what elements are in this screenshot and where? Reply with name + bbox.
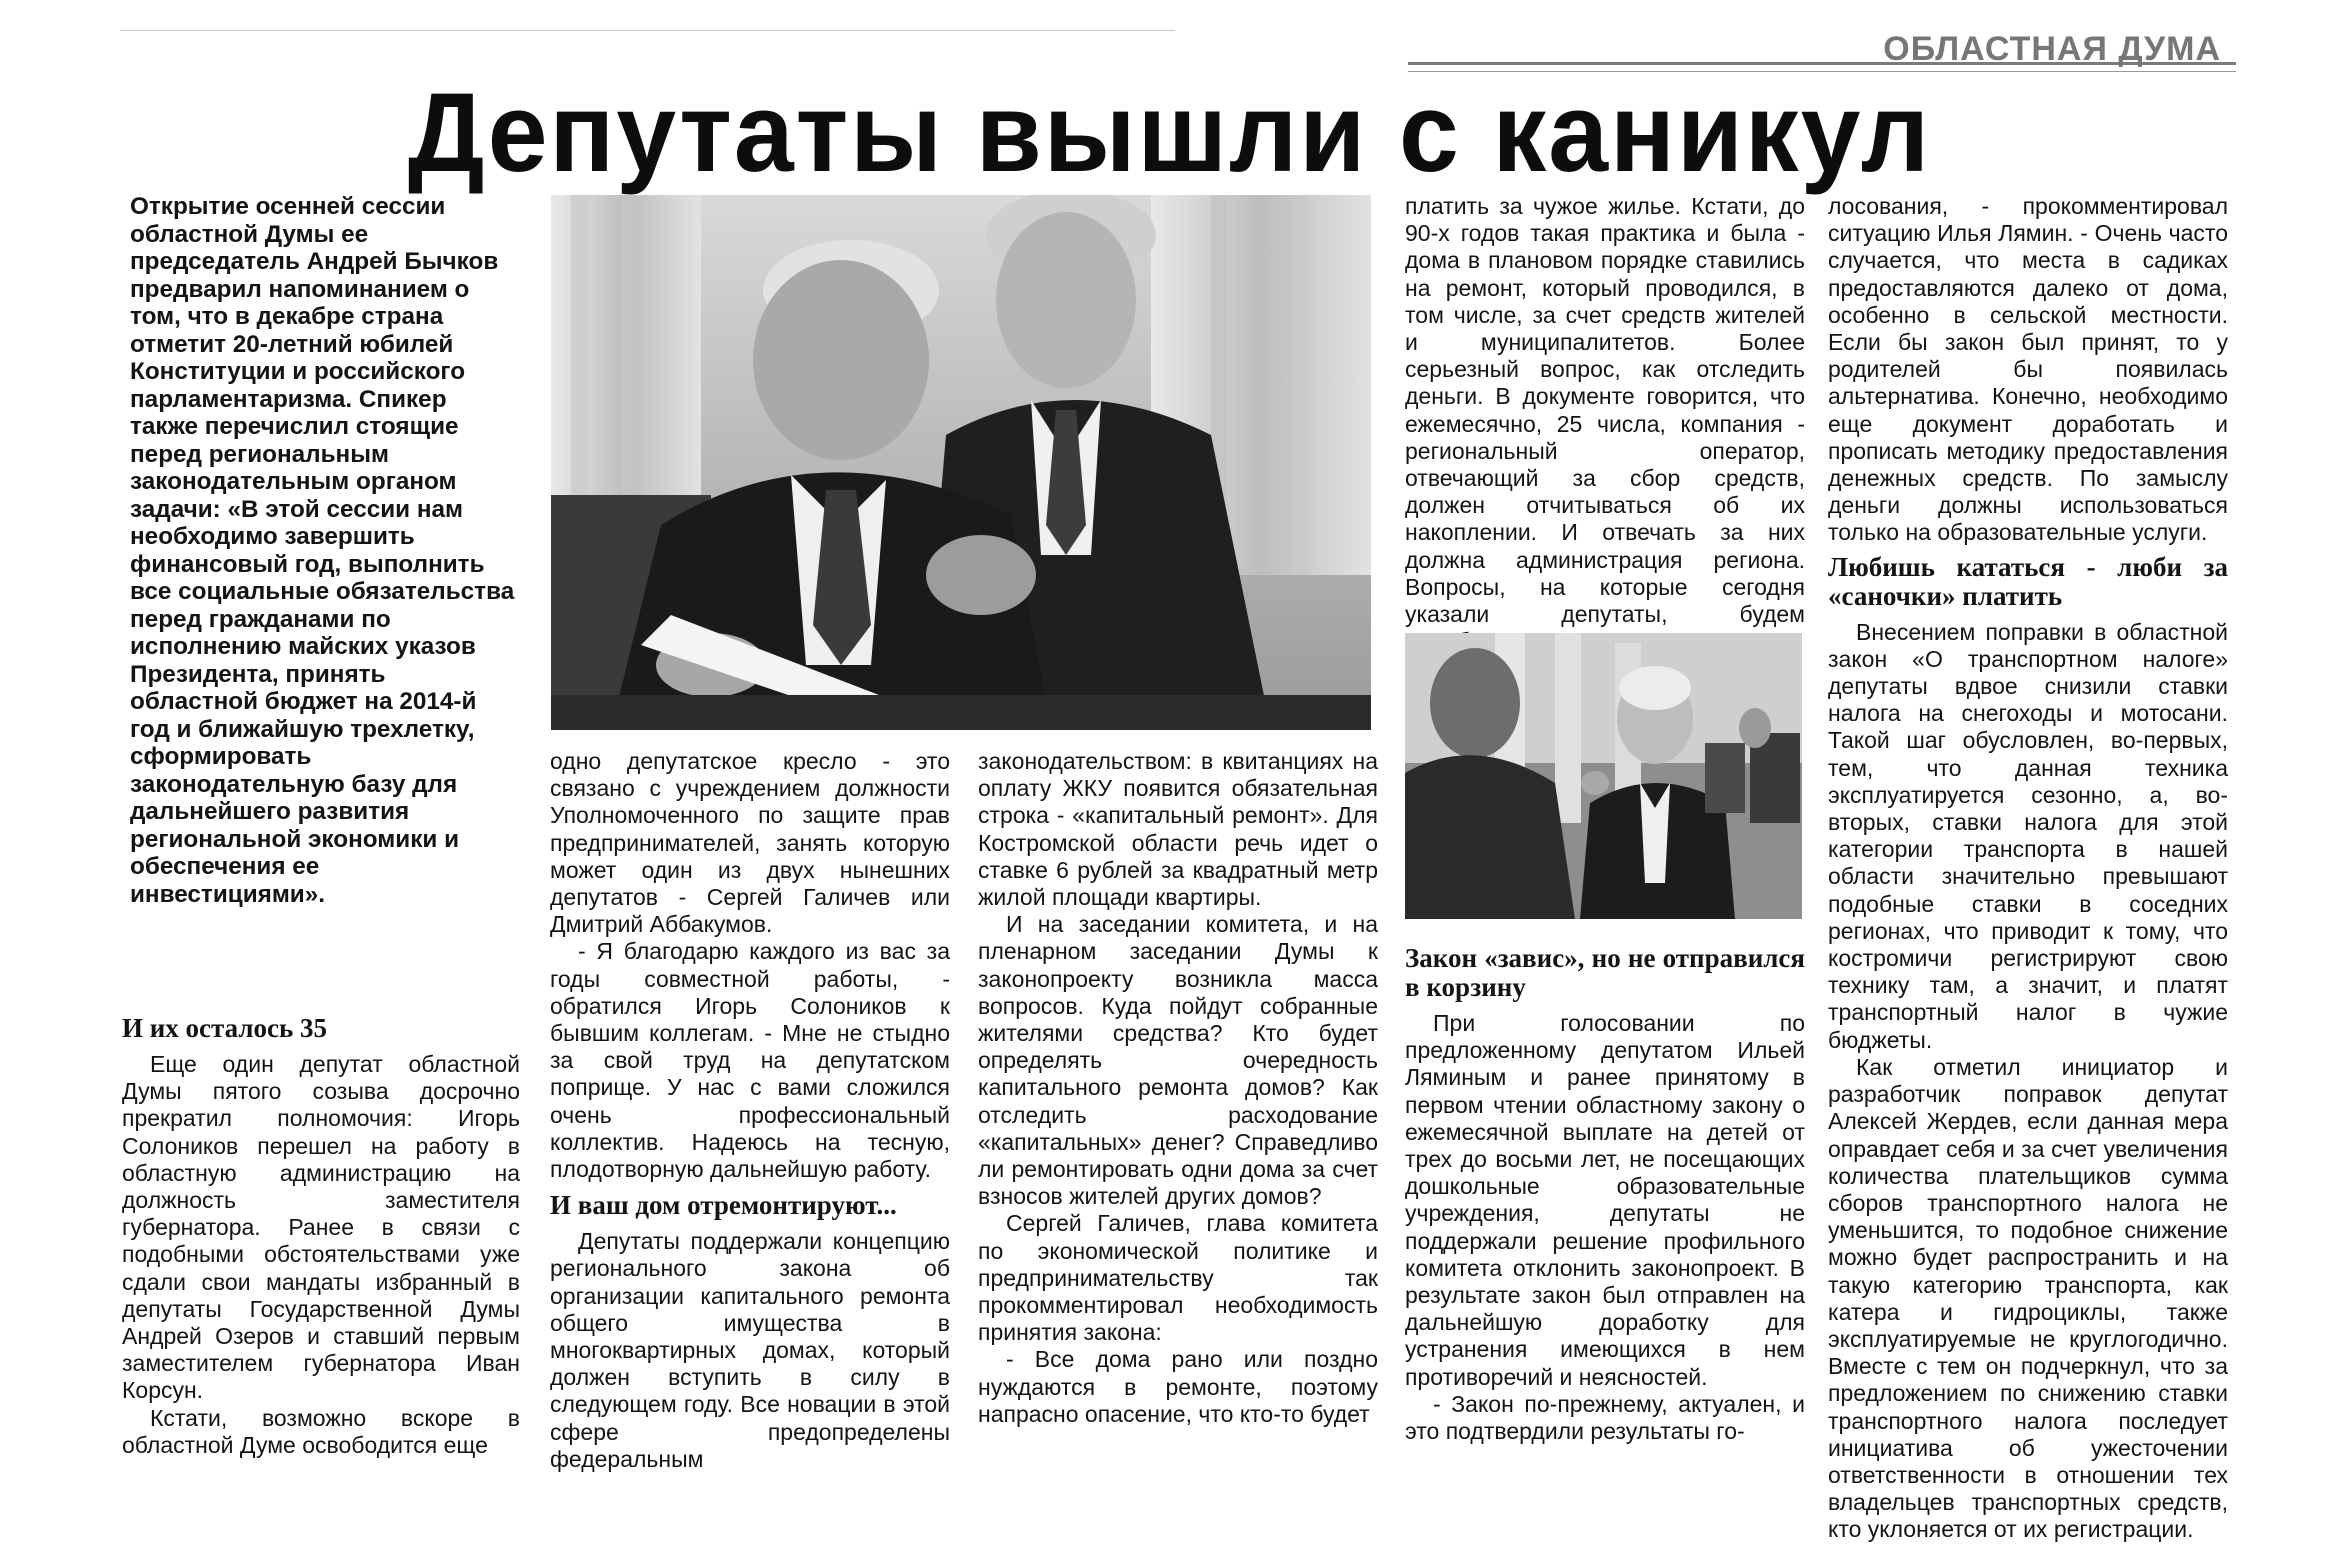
section-label: ОБЛАСТНАЯ ДУМА [1883,30,2221,68]
subheading-remaining: И их осталось 35 [122,1013,328,1043]
paragraph: Депутаты поддержали концепцию регионального закона об организации капитального ремонта общего имущества в многоквартирных домах, который должен вступить в силу в следующем году. Все новации в этой сфере предопределены федеральным [550,1228,950,1472]
deputies-photo [551,195,1371,730]
paragraph: И на заседании комитета, и на пленарном заседании Думы к законопроекту возникла масса вопросов. Куда пойдут собранные жителями средства? Кто будет определять очередность капитального ремонта домов? Как отследить расходование «капитальных» денег? Справедливо ли ремонтировать одни дома за счет взносов жителей других домов? [978,911,1378,1210]
paragraph: одно депутатское кресло - это связано с учреждением должности Уполномоченного по защите прав предпринимателей, занять которую может один из двух нынешних депутатов - Сергей Галичев или Дмитрий Аббакумов. [550,748,950,938]
paragraph: платить за чужое жилье. Кстати, до 90-х годов такая практика и была - дома в плановом порядке ставились на ремонт, который проводился, в том числе, за счет средств жителей и муниципалитетов. Более серьезный вопрос, как отследить деньги. В документе говорится, что ежемесячно, 25 числа, компания - региональный оператор, отвечающий за сбор средств, должен отчитываться об их накоплении. И отвечать за них должна администрация региона. Вопросы, на которые сегодня указали депутаты, будем [1405,193,1805,628]
main-photo [551,195,1371,730]
secondary-photo [1405,633,1802,919]
paragraph: законодательством: в квитанциях на оплату ЖКУ появится обязательная строка - «капитальный ремонт». Для Костромской области речь идет о ставке 6 рублей за квадратный метр жилой площади квартиры. [978,748,1378,911]
top-divider-left [120,30,1175,31]
subheading-house-repair: И ваш дом отремонтируют... [550,1190,897,1221]
paragraph: Кстати, возможно вскоре в областной Думе освободится еще [122,1404,520,1458]
paragraph: - Все дома рано или поздно нуждаются в ремонте, поэтому напрасно опасение, что кто-то будет [978,1346,1378,1427]
subheading-law-stalled: Закон «завис», но не отправился в корзину [1405,943,1805,1002]
paragraph: Внесением поправки в областной закон «О транспортном налоге» депутаты вдвое снизили ставки налога на снегоходы и мотосани. Такой шаг обусловлен, во-первых, тем, что данная техника эксплуатируется сезонно, а, во-вторых, ставки налога для этой категории транспорта в нашей области значительно превышают подобные ставки в соседних регионах, что приводит к тому, что костромичи регистрируют свою технику там, а значит, и платят транспортный налог в чужие бюджеты. [1828,618,2228,1053]
paragraph: - Я благодарю каждого из вас за годы совместной работы, - обратился Игорь Солоников к бывшим коллегам. - Мне не стыдно за свой труд на депутатском поприще. У нас с вами сложился очень профессиональный коллектив. Надеюсь на тесную, плодотворную дальнейшую работу. [550,938,950,1183]
column-2 [550,748,950,1473]
column-4 [1405,193,1805,655]
column-3 [978,748,1378,1428]
paragraph: Сергей Галичев, глава комитета по экономической политике и предпринимательству так прокомментировал необходимость принятия закона: [978,1210,1378,1346]
paragraph: При голосовании по предложенному депутатом Ильей Ляминым и ранее принятому в первом чтении областному закону о ежемесячной выплате на детей от трех до восьми лет, не посещающих дошкольные образовательные учреждения, депутаты не поддержали решение профильного комитета отклонить законопроект. В результате закон был отправлен на дальнейшую доработку для устранения имеющихся в нем противоречий и неясностей. [1405,1010,1805,1390]
paragraph: Еще один депутат областной Думы пятого созыва досрочно прекратил полномочия: Игорь Солоников перешел на работу в областную администрацию на должность заместителя губернатора. Ранее в связи с подобными обстоятельствами уже сдали свои мандаты избранный в депутаты Государственной Думы Андрей Озеров и ставший первым заместителем губернатора Иван Корсун. [122,1051,520,1404]
subheading-transport-tax: Любишь кататься - люби за «саночки» платить [1828,551,2228,611]
lead-paragraph: Открытие осенней сессии областной Думы ее председатель Андрей Бычков предварил напоминанием о том, что в декабре страна отметит 20-летний юбилей Конституции и российского парламентаризма. Спикер также перечислил стоящие перед региональным законодательным органом задачи: «В этой сессии нам необходимо завершить финансовый год, выполнить все социальные обязательства перед гражданами по исполнению майских указов Президента, принять областной бюджет на 2014-й год и ближайшую трехлетку, сформировать законодательную базу для дальнейшего развития региональной экономики и обеспечения ее инвестициями». [130,193,515,908]
paragraph: лосования, - прокомментировал ситуацию Илья Лямин. - Очень часто случается, что места в садиках предоставляются далеко от дома, особенно в сельской местности. Если бы закон был принят, то у родителей бы появилась альтернатива. Конечно, необходимо еще документ доработать и прописать методику предоставления денежных средств. По замыслу деньги должны использоваться только на образовательные услуги. [1828,193,2228,546]
column-4-lower [1405,940,1805,1445]
headline: Депутаты вышли с каникул [407,70,1932,195]
paragraph: - Закон по-прежнему, актуален, и это подтвердили результаты го- [1405,1390,1805,1445]
deputies-hall-photo [1405,633,1802,919]
column-5 [1828,193,2228,1544]
paragraph: Как отметил инициатор и разработчик поправок депутат Алексей Жердев, если данная мера оправдает себя и за счет увеличения количества плательщиков сумма сборов транспортного налога не уменьшится, то подобное снижение можно будет распространить и на такую категорию транспорта, как катера и гидроциклы, также эксплуатируемые не круглогодично. Вместе с тем он подчеркнул, что за предложением по снижению ставки транспортного налога последует инициатива об ужесточении ответственности в отношении тех владельцев транспортных средств, кто уклоняется от их регистрации. [1828,1053,2228,1543]
column-1 [122,1010,520,1459]
